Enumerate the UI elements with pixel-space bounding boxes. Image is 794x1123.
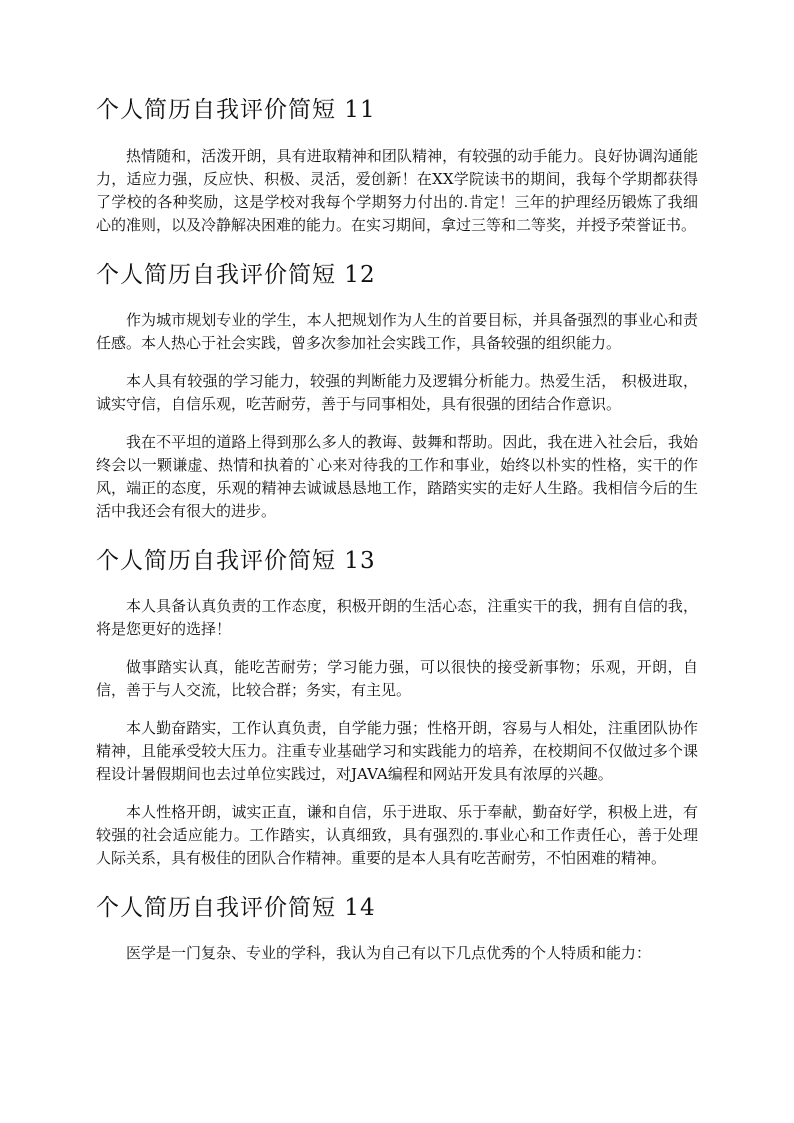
paragraph: 医学是一门复杂、专业的学科，我认为自己有以下几点优秀的个人特质和能力： xyxy=(126,944,652,962)
section-title: 个人简历自我评价简短 14 xyxy=(96,895,376,921)
paragraph: 本人性格开朗，诚实正直，谦和自信，乐于进取、乐于奉献，勤奋好学，积极上进，有较强的社会适应能力。工作踏实，认真细致，具有强烈的.事业心和工作责任心，善于处理人际关系，具有极佳的团队合作精神。重要的是本人具有吃苦耐劳，不怕困难的精神。 xyxy=(96,803,698,867)
section-title: 个人简历自我评价简短 11 xyxy=(96,97,376,123)
paragraph: 本人具有较强的学习能力，较强的判断能力及逻辑分析能力。热爱生活， 积极进取，诚实守信，自信乐观，吃苦耐劳，善于与同事相处，具有很强的团结合作意识。 xyxy=(96,372,698,413)
paragraph: 本人勤奋踏实，工作认真负责，自学能力强；性格开朗，容易与人相处，注重团队协作精神，且能承受较大压力。注重专业基础学习和实践能力的培养，在校期间不仅做过多个课程设计暑假期间也去过单位实践过，对JAVA编程和网站开发具有浓厚的兴趣。 xyxy=(96,719,698,783)
section-title: 个人简历自我评价简短 12 xyxy=(96,262,376,288)
paragraph: 作为城市规划专业的学生，本人把规划作为人生的首要目标，并具备强烈的事业心和责任感。本人热心于社会实践，曾多次参加社会实践工作，具备较强的组织能力。 xyxy=(96,311,698,352)
paragraph: 本人具备认真负责的工作态度，积极开朗的生活心态，注重实干的我，拥有自信的我，将是您更好的选择！ xyxy=(96,597,698,638)
section-title: 个人简历自我评价简短 13 xyxy=(96,548,376,574)
paragraph: 做事踏实认真，能吃苦耐劳；学习能力强，可以很快的接受新事物；乐观，开朗，自信，善于与人交流，比较合群；务实，有主见。 xyxy=(96,658,698,699)
paragraph: 我在不平坦的道路上得到那么多人的教诲、鼓舞和帮助。因此，我在进入社会后，我始终会以一颗谦虚、热情和执着的`心来对待我的工作和事业，始终以朴实的性格，实干的作风，端正的态度，乐观的精神去诚诚恳恳地工作，踏踏实实的走好人生路。我相信今后的生活中我还会有很大的进步。 xyxy=(96,433,698,520)
paragraph: 热情随和，活泼开朗，具有进取精神和团队精神，有较强的动手能力。良好协调沟通能力，适应力强，反应快、积极、灵活，爱创新！在XX学院读书的期间，我每个学期都获得了学校的各种奖励，这是学校对我每个学期努力付出的.肯定！三年的护理经历锻炼了我细心的准则，以及冷静解决困难的能力。在实习期间，拿过三等和二等奖，并授予荣誉证书。 xyxy=(96,147,698,234)
document-page xyxy=(96,90,698,965)
